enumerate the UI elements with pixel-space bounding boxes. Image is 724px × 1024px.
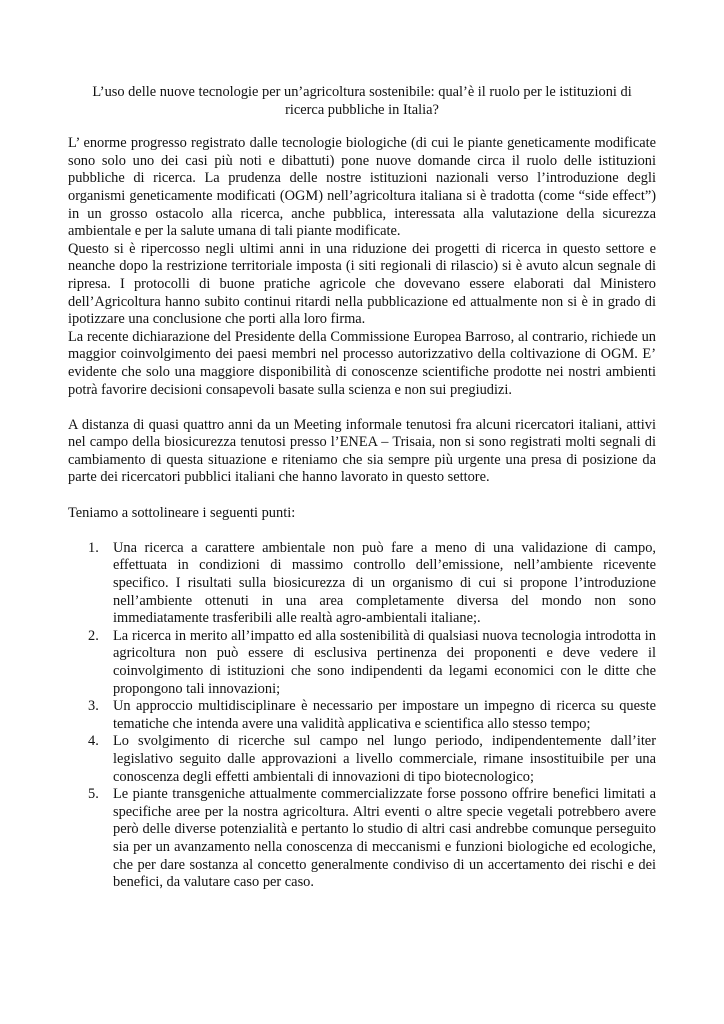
list-item-text: Un approccio multidisciplinare è necessario per impostare un impegno di ricerca su queste tematiche che intenda avere una validità applicativa e scientifica allo stesso tempo; (113, 698, 656, 732)
list-item-number: 1. (88, 539, 99, 556)
list-item (68, 628, 656, 698)
list-item-text: Una ricerca a carattere ambientale non può fare a meno di una validazione di campo, effettuata in condizioni di massimo controllo dell’emissione, nell’ambiente ricevente specifico. I risultati sulla biosicurezza di un organismo di cui si propone l’introduzione nell’ambiente ottenuti in una area completamente diversa del mondo non sono immediatamente trasferibili alle realtà agro-ambientali italiane;. (113, 539, 656, 627)
list-item-number: 3. (88, 698, 99, 715)
list-item (68, 786, 656, 892)
document-title: L’uso delle nuove tecnologie per un’agricoltura sostenibile: qual’è il ruolo per le istituzioni di ricerca pubbliche in Italia? (92, 84, 632, 118)
list-item-text: Lo svolgimento di ricerche sul campo nel lungo periodo, indipendentemente dall’iter legislativo seguito dalle approvazioni a livello commerciale, rimane insostituibile per una conoscenza degli effetti ambientali di innovazioni di tipo biotecnologico; (113, 733, 656, 785)
paragraph-points-intro: Teniamo a sottolineare i seguenti punti: (68, 504, 296, 521)
paragraph-spacer (68, 399, 656, 417)
list-item-number: 4. (88, 733, 99, 750)
paragraph-barroso: La recente dichiarazione del Presidente della Commissione Europea Barroso, al contrario, richiede un maggior coinvolgimento dei paesi membri nel processo autorizzativo della coltivazione di OGM. E’ evidente che solo una maggiore disponibilità di conoscenze scientifiche prodotte nei nostri ambienti potrà favorire decisioni consapevoli basate sulla scienza e non sui pregiudizi. (68, 328, 656, 398)
list-item-text: La ricerca in merito all’impatto ed alla sostenibilità di qualsiasi nuova tecnologia introdotta in agricoltura non può essere di esclusiva pertinenza dei proponenti e deve vedere il coinvolgimento di istituzioni che sono indipendenti da legami economici con le ditte che propongono tali innovazioni; (113, 627, 656, 697)
document-page (68, 84, 656, 892)
points-list (68, 540, 656, 892)
paragraph-meeting: A distanza di quasi quattro anni da un Meeting informale tenutosi fra alcuni ricercatori italiani, attivi nel campo della biosicurezza tenutosi presso l’ENEA – Trisaia, non si sono registrati molti segnali di cambiamento di questa situazione e riteniamo che sia sempre più urgente una presa di posizione da parte dei ricercatori pubblici italiani che hanno lavorato in questo settore. (68, 416, 656, 486)
list-item (68, 698, 656, 733)
list-item (68, 733, 656, 786)
paragraph-intro: L’ enorme progresso registrato dalle tecnologie biologiche (di cui le piante geneticamente modificate sono solo uno dei casi più noti e dibattuti) pone nuove domande circa il ruolo delle istituzioni pubbliche di ricerca. La prudenza delle nostre istituzioni nazionali verso l’introduzione degli organismi geneticamente modificati (OGM) nell’agricoltura italiana si è tradotta (come “side effect”) in un grosso ostacolo alla ricerca, anche pubblica, interessata alla valutazione della sicurezza ambientale e per la salute umana di tali piante modificate. (68, 135, 656, 240)
list-item-number: 2. (88, 627, 99, 644)
list-item-text: Le piante transgeniche attualmente commercializzate forse possono offrire benefici limitati a specifiche aree per la nostra agricoltura. Altri eventi o altre specie vegetali potrebbero avere però delle diverse potenzialità e pertanto lo studio di altri casi andrebbe comunque perseguito sia per un avanzamento nella conoscenza di meccanismi e funzioni biologiche ed ecologiche, che per dare sostanza al concetto generalmente condiviso di un accertamento dei rischi e dei benefici, da valutare caso per caso. (113, 786, 656, 891)
paragraph-spacer (68, 522, 656, 540)
paragraph-research-decline: Questo si è ripercosso negli ultimi anni in una riduzione dei progetti di ricerca in questo settore e neanche dopo la restrizione territoriale imposta (i siti regionali di rilascio) si è avuto alcun segnale di ripresa. I protocolli di buone pratiche agricole che dovevano essere elaborati dal Ministero dell’Agricoltura hanno subito continui ritardi nella pubblicazione ed attualmente non si è in grado di ipotizzare una conclusione che porti alla loro firma. (68, 240, 656, 328)
list-item-number: 5. (88, 786, 99, 803)
paragraph-spacer (68, 487, 656, 505)
list-item (68, 540, 656, 628)
